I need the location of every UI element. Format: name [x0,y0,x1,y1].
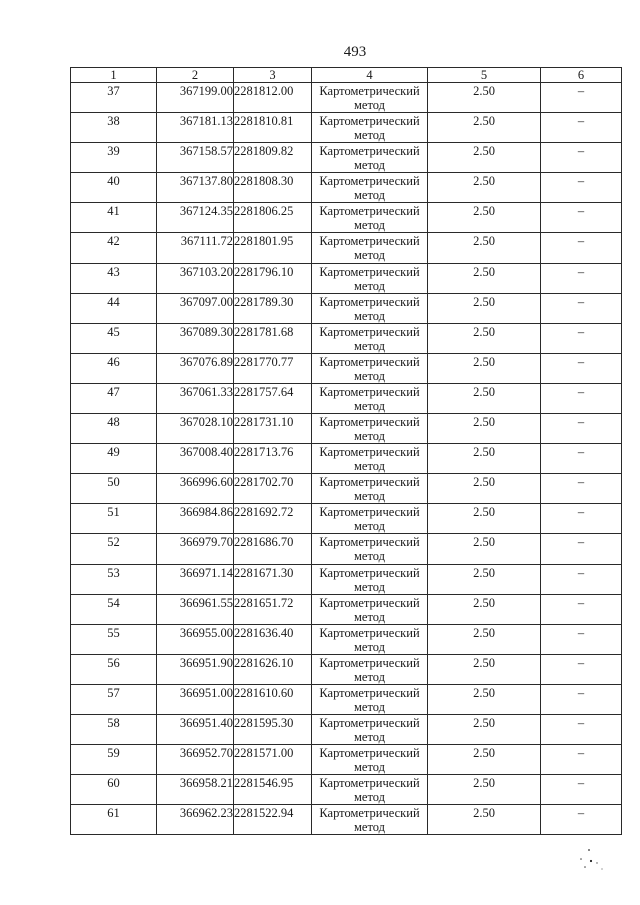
accuracy-cell: 2.50 [428,564,541,594]
method-text: Картометрический метод [319,264,420,293]
x-coordinate-cell: 367028.10 [157,414,234,444]
point-number-cell: 43 [71,263,157,293]
method-text: Картометрический метод [319,655,420,684]
note-cell: – [541,414,622,444]
accuracy-cell: 2.50 [428,714,541,744]
x-coordinate-cell: 366971.14 [157,564,234,594]
method-text: Картометрический метод [319,234,420,263]
y-coordinate-cell: 2281810.81 [234,113,312,143]
point-number-cell: 54 [71,594,157,624]
accuracy-cell: 2.50 [428,594,541,624]
x-coordinate-cell: 367103.20 [157,263,234,293]
table-row [71,143,622,173]
x-coordinate-cell: 367061.33 [157,383,234,413]
table-row [71,173,622,203]
coordinates-table [70,67,622,835]
x-coordinate-cell: 366996.60 [157,474,234,504]
method-cell [312,83,428,113]
accuracy-cell: 2.50 [428,684,541,714]
method-cell [312,775,428,805]
column-header-6: 6 [541,68,622,83]
point-number-cell: 56 [71,654,157,684]
note-cell: – [541,383,622,413]
x-coordinate-cell: 366951.40 [157,714,234,744]
accuracy-cell: 2.50 [428,624,541,654]
note-cell: – [541,323,622,353]
table-row [71,775,622,805]
y-coordinate-cell: 2281702.70 [234,474,312,504]
method-text: Картометрический метод [319,174,420,203]
method-cell [312,654,428,684]
point-number-cell: 53 [71,564,157,594]
table-row [71,293,622,323]
table-row [71,564,622,594]
accuracy-cell: 2.50 [428,203,541,233]
point-number-cell: 61 [71,805,157,835]
x-coordinate-cell: 367181.13 [157,113,234,143]
column-header-2: 2 [157,68,234,83]
x-coordinate-cell: 367076.89 [157,353,234,383]
y-coordinate-cell: 2281571.00 [234,745,312,775]
point-number-cell: 42 [71,233,157,263]
y-coordinate-cell: 2281812.00 [234,83,312,113]
y-coordinate-cell: 2281789.30 [234,293,312,323]
method-cell [312,564,428,594]
y-coordinate-cell: 2281801.95 [234,233,312,263]
table-row [71,654,622,684]
method-text: Картометрический метод [319,746,420,775]
y-coordinate-cell: 2281770.77 [234,353,312,383]
x-coordinate-cell: 367097.00 [157,293,234,323]
method-cell [312,323,428,353]
method-text: Картометрический метод [319,354,420,383]
point-number-cell: 55 [71,624,157,654]
method-text: Картометрический метод [319,144,420,173]
table-row [71,684,622,714]
y-coordinate-cell: 2281692.72 [234,504,312,534]
method-cell [312,293,428,323]
table-header [71,68,622,83]
table-row [71,474,622,504]
accuracy-cell: 2.50 [428,83,541,113]
table-body [71,83,622,835]
note-cell: – [541,83,622,113]
method-cell [312,684,428,714]
method-cell [312,504,428,534]
method-cell [312,745,428,775]
table-row [71,534,622,564]
accuracy-cell: 2.50 [428,353,541,383]
y-coordinate-cell: 2281626.10 [234,654,312,684]
note-cell: – [541,654,622,684]
method-text: Картометрический метод [319,685,420,714]
accuracy-cell: 2.50 [428,263,541,293]
table-row [71,444,622,474]
point-number-cell: 57 [71,684,157,714]
method-text: Картометрический метод [319,565,420,594]
accuracy-cell: 2.50 [428,504,541,534]
note-cell: – [541,684,622,714]
note-cell: – [541,775,622,805]
note-cell: – [541,564,622,594]
y-coordinate-cell: 2281686.70 [234,534,312,564]
method-cell [312,805,428,835]
point-number-cell: 60 [71,775,157,805]
method-cell [312,143,428,173]
point-number-cell: 50 [71,474,157,504]
x-coordinate-cell: 367111.72 [157,233,234,263]
page-number: 493 [343,44,367,60]
x-coordinate-cell: 366961.55 [157,594,234,624]
point-number-cell: 58 [71,714,157,744]
table-row [71,745,622,775]
method-cell [312,624,428,654]
method-text: Картометрический метод [319,776,420,805]
method-text: Картометрический метод [319,595,420,624]
method-cell [312,594,428,624]
point-number-cell: 52 [71,534,157,564]
table-row [71,414,622,444]
note-cell: – [541,143,622,173]
point-number-cell: 41 [71,203,157,233]
method-cell [312,534,428,564]
point-number-cell: 40 [71,173,157,203]
note-cell: – [541,714,622,744]
y-coordinate-cell: 2281636.40 [234,624,312,654]
point-number-cell: 38 [71,113,157,143]
point-number-cell: 59 [71,745,157,775]
note-cell: – [541,504,622,534]
point-number-cell: 37 [71,83,157,113]
accuracy-cell: 2.50 [428,775,541,805]
point-number-cell: 44 [71,293,157,323]
y-coordinate-cell: 2281796.10 [234,263,312,293]
table-row [71,383,622,413]
table-row [71,113,622,143]
method-cell [312,444,428,474]
y-coordinate-cell: 2281671.30 [234,564,312,594]
accuracy-cell: 2.50 [428,113,541,143]
table-row [71,83,622,113]
accuracy-cell: 2.50 [428,805,541,835]
accuracy-cell: 2.50 [428,474,541,504]
table-row [71,203,622,233]
method-text: Картометрический метод [319,324,420,353]
method-cell [312,414,428,444]
accuracy-cell: 2.50 [428,233,541,263]
x-coordinate-cell: 367008.40 [157,444,234,474]
table-row [71,263,622,293]
accuracy-cell: 2.50 [428,745,541,775]
x-coordinate-cell: 366958.21 [157,775,234,805]
point-number-cell: 47 [71,383,157,413]
method-cell [312,263,428,293]
x-coordinate-cell: 366951.00 [157,684,234,714]
accuracy-cell: 2.50 [428,383,541,413]
point-number-cell: 46 [71,353,157,383]
note-cell: – [541,173,622,203]
note-cell: – [541,353,622,383]
header-row [71,68,622,83]
table-row [71,714,622,744]
y-coordinate-cell: 2281610.60 [234,684,312,714]
y-coordinate-cell: 2281809.82 [234,143,312,173]
y-coordinate-cell: 2281808.30 [234,173,312,203]
method-cell [312,203,428,233]
note-cell: – [541,624,622,654]
point-number-cell: 49 [71,444,157,474]
accuracy-cell: 2.50 [428,534,541,564]
note-cell: – [541,263,622,293]
accuracy-cell: 2.50 [428,293,541,323]
x-coordinate-cell: 366951.90 [157,654,234,684]
y-coordinate-cell: 2281806.25 [234,203,312,233]
method-text: Картометрический метод [319,204,420,233]
note-cell: – [541,534,622,564]
y-coordinate-cell: 2281595.30 [234,714,312,744]
table-row [71,805,622,835]
method-text: Картометрический метод [319,806,420,835]
method-text: Картометрический метод [319,84,420,112]
method-text: Картометрический метод [319,505,420,534]
table-row [71,594,622,624]
point-number-cell: 39 [71,143,157,173]
column-header-1: 1 [71,68,157,83]
note-cell: – [541,233,622,263]
y-coordinate-cell: 2281757.64 [234,383,312,413]
x-coordinate-cell: 366984.86 [157,504,234,534]
method-text: Картометрический метод [319,445,420,474]
column-header-4: 4 [312,68,428,83]
point-number-cell: 45 [71,323,157,353]
x-coordinate-cell: 367158.57 [157,143,234,173]
note-cell: – [541,444,622,474]
method-cell [312,233,428,263]
method-text: Картометрический метод [319,415,420,444]
accuracy-cell: 2.50 [428,143,541,173]
accuracy-cell: 2.50 [428,444,541,474]
x-coordinate-cell: 367137.80 [157,173,234,203]
x-coordinate-cell: 366952.70 [157,745,234,775]
note-cell: – [541,745,622,775]
accuracy-cell: 2.50 [428,654,541,684]
table-row [71,233,622,263]
y-coordinate-cell: 2281651.72 [234,594,312,624]
method-cell [312,113,428,143]
method-cell [312,173,428,203]
method-text: Картометрический метод [319,114,420,143]
accuracy-cell: 2.50 [428,173,541,203]
method-cell [312,714,428,744]
table-row [71,353,622,383]
y-coordinate-cell: 2281731.10 [234,414,312,444]
method-text: Картометрический метод [319,384,420,413]
x-coordinate-cell: 367124.35 [157,203,234,233]
x-coordinate-cell: 367199.00 [157,83,234,113]
method-cell [312,383,428,413]
method-cell [312,353,428,383]
note-cell: – [541,113,622,143]
table-row [71,504,622,534]
method-cell [312,474,428,504]
y-coordinate-cell: 2281781.68 [234,323,312,353]
note-cell: – [541,805,622,835]
y-coordinate-cell: 2281546.95 [234,775,312,805]
note-cell: – [541,474,622,504]
table-row [71,624,622,654]
note-cell: – [541,203,622,233]
column-header-5: 5 [428,68,541,83]
method-text: Картометрический метод [319,475,420,504]
point-number-cell: 48 [71,414,157,444]
method-text: Картометрический метод [319,715,420,744]
method-text: Картометрический метод [319,625,420,654]
note-cell: – [541,293,622,323]
x-coordinate-cell: 366955.00 [157,624,234,654]
scan-marks [575,845,607,873]
table-row [71,323,622,353]
note-cell: – [541,594,622,624]
x-coordinate-cell: 366979.70 [157,534,234,564]
method-text: Картометрический метод [319,535,420,564]
accuracy-cell: 2.50 [428,414,541,444]
column-header-3: 3 [234,68,312,83]
accuracy-cell: 2.50 [428,323,541,353]
x-coordinate-cell: 367089.30 [157,323,234,353]
y-coordinate-cell: 2281713.76 [234,444,312,474]
method-text: Картометрический метод [319,294,420,323]
y-coordinate-cell: 2281522.94 [234,805,312,835]
point-number-cell: 51 [71,504,157,534]
x-coordinate-cell: 366962.23 [157,805,234,835]
